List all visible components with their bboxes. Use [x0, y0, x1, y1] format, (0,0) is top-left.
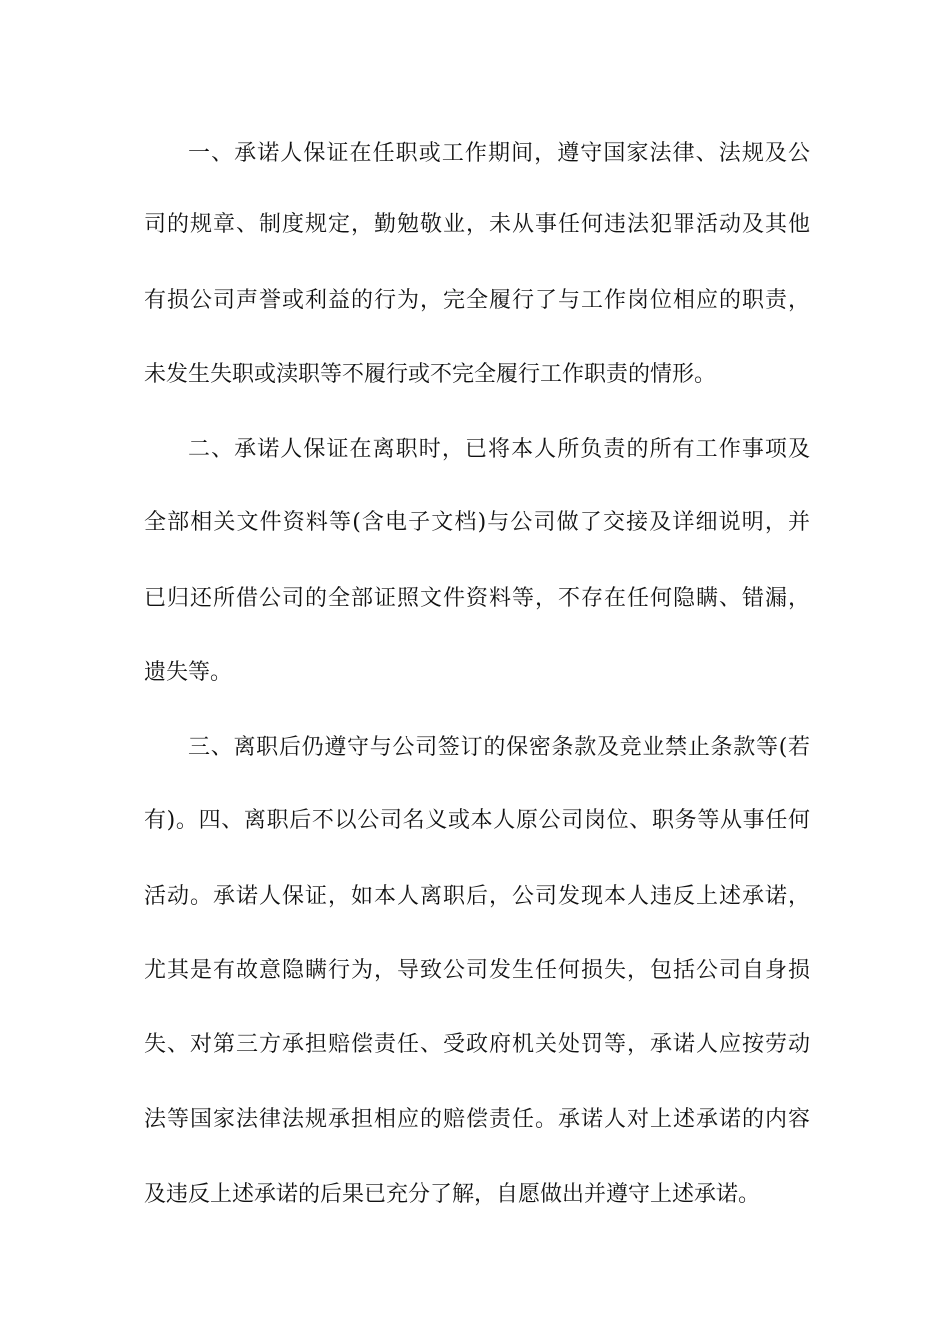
paragraph-3-line-7: 及违反上述承诺的后果已充分了解，自愿做出并遵守上述承诺。 [144, 1182, 761, 1207]
paragraph-3-line-3: 活动。承诺人保证，如本人离职后，公司发现本人违反上述承诺， [144, 884, 810, 909]
paragraph-3-line-1: 三、离职后仍遵守与公司签订的保密条款及竞业禁止条款等(若 [188, 735, 810, 760]
paragraph-2-line-3: 已归还所借公司的全部证照文件资料等，不存在任何隐瞒、错漏， [144, 586, 810, 611]
paragraph-1-line-3: 有损公司声誉或利益的行为，完全履行了与工作岗位相应的职责， [144, 288, 810, 313]
paragraph-1-line-2: 司的规章、制度规定，勤勉敬业，未从事任何违法犯罪活动及其他 [144, 212, 810, 237]
paragraph-2-line-4: 遗失等。 [144, 660, 233, 685]
paragraph-1-line-4: 未发生失职或渎职等不履行或不完全履行工作职责的情形。 [144, 362, 717, 387]
paragraph-1-line-1: 一、承诺人保证在任职或工作期间，遵守国家法律、法规及公 [188, 141, 810, 166]
paragraph-3-line-4: 尤其是有故意隐瞒行为，导致公司发生任何损失，包括公司自身损 [144, 958, 810, 983]
paragraph-3-line-2: 有)。四、离职后不以公司名义或本人原公司岗位、职务等从事任何 [144, 808, 810, 833]
paragraph-2-line-1: 二、承诺人保证在离职时，已将本人所负责的所有工作事项及 [188, 437, 810, 462]
paragraph-3-line-6: 法等国家法律法规承担相应的赔偿责任。承诺人对上述承诺的内容 [144, 1107, 810, 1132]
paragraph-3-line-5: 失、对第三方承担赔偿责任、受政府机关处罚等，承诺人应按劳动 [144, 1032, 810, 1057]
paragraph-2-line-2: 全部相关文件资料等(含电子文档)与公司做了交接及详细说明，并 [144, 510, 810, 535]
